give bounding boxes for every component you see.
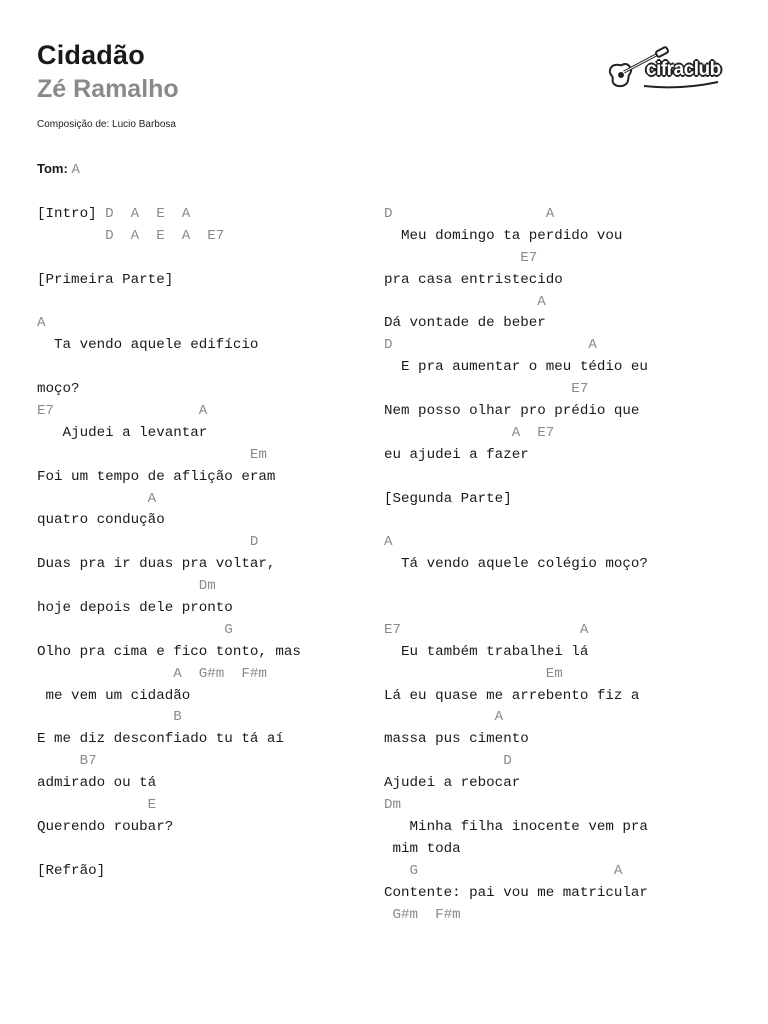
chord-line[interactable]: Em xyxy=(384,665,563,682)
blank-line xyxy=(384,576,724,598)
blank-line xyxy=(37,248,367,270)
chord-line[interactable]: G xyxy=(37,621,233,638)
lyric-line: [Primeira Parte] xyxy=(37,271,174,288)
logo-wordmark: cifraclub xyxy=(646,59,721,80)
artist-name: Zé Ramalho xyxy=(37,75,179,103)
chord-line[interactable]: D A E A xyxy=(105,206,191,222)
lyric-line: hoje depois dele pronto xyxy=(37,600,233,617)
lyric-line: eu ajudei a fazer xyxy=(384,446,529,463)
lyric-line: Contente: pai vou me matricular xyxy=(384,884,648,901)
lyric-line: Ta vendo aquele edifício xyxy=(37,337,259,354)
chord-line[interactable]: D A E A E7 xyxy=(37,227,225,244)
lyric-line: Ajudei a rebocar xyxy=(384,775,521,792)
lyric-line: Minha filha inocente vem pra xyxy=(384,818,648,835)
chord-line[interactable]: A E7 xyxy=(384,424,555,441)
chord-line[interactable]: A xyxy=(384,534,393,551)
composer-credit: Composição de: Lucio Barbosa xyxy=(37,119,176,130)
lyric-line: Dá vontade de beber xyxy=(384,315,546,332)
chord-line[interactable]: G#m F#m xyxy=(384,906,461,923)
lyric-line: quatro condução xyxy=(37,512,165,529)
lyric-line: E pra aumentar o meu tédio eu xyxy=(384,359,648,376)
blank-line xyxy=(37,292,367,314)
chord-line[interactable]: E7 A xyxy=(384,621,589,638)
lyric-line: mim toda xyxy=(384,840,461,857)
tom-label xyxy=(37,161,80,178)
lyric-line: Tá vendo aquele colégio moço? xyxy=(384,556,648,573)
tom-label-text: Tom: xyxy=(37,161,68,176)
blank-line xyxy=(384,510,724,532)
song-column-right xyxy=(384,204,724,926)
lyric-line: Lá eu quase me arrebento fiz a xyxy=(384,687,640,704)
chord-line[interactable]: D A xyxy=(384,206,555,222)
blank-line xyxy=(37,839,367,861)
chord-line[interactable]: A xyxy=(384,293,546,310)
chord-line[interactable]: B7 xyxy=(37,753,97,770)
chord-line[interactable]: A G#m F#m xyxy=(37,665,267,682)
chord-line[interactable]: Dm xyxy=(384,797,402,814)
lyric-line: Querendo roubar? xyxy=(37,818,174,835)
lyric-line: Ajudei a levantar xyxy=(37,424,208,441)
lyric-line: admirado ou tá xyxy=(37,775,157,792)
tom-key[interactable]: A xyxy=(71,162,80,178)
cifraclub-logo[interactable] xyxy=(606,46,722,94)
lyric-line: Nem posso olhar pro prédio que xyxy=(384,403,640,420)
chord-line[interactable]: B xyxy=(37,709,182,726)
chord-line[interactable]: E7 xyxy=(384,249,538,266)
blank-line xyxy=(384,467,724,489)
song-column-left xyxy=(37,204,367,883)
intro-line xyxy=(37,204,367,226)
chord-line[interactable]: Dm xyxy=(37,578,216,595)
lyric-line: [Segunda Parte] xyxy=(384,490,512,507)
lyric-line: me vem um cidadão xyxy=(37,687,191,704)
lyric-line: Olho pra cima e fico tonto, mas xyxy=(37,643,301,660)
chord-line[interactable]: E xyxy=(37,797,157,814)
section-label: [Intro] xyxy=(37,206,106,222)
blank-line xyxy=(384,598,724,620)
lyric-line: massa pus cimento xyxy=(384,731,529,748)
chord-line[interactable]: Em xyxy=(37,446,267,463)
lyric-line: pra casa entristecido xyxy=(384,271,563,288)
chord-line[interactable]: E7 A xyxy=(37,403,208,420)
lyric-line: moço? xyxy=(37,381,80,398)
chord-line[interactable]: E7 xyxy=(384,381,589,398)
lyric-line: E me diz desconfiado tu tá aí xyxy=(37,731,284,748)
chord-line[interactable]: A xyxy=(384,709,504,726)
lyric-line: Meu domingo ta perdido vou xyxy=(384,227,623,244)
lyric-line: Eu também trabalhei lá xyxy=(384,643,589,660)
chord-line[interactable]: A xyxy=(37,490,157,507)
song-title: Cidadão xyxy=(37,40,145,70)
blank-line xyxy=(37,357,367,379)
lyric-line: Foi um tempo de aflição eram xyxy=(37,468,276,485)
chord-line[interactable]: D A xyxy=(384,337,597,354)
lyric-line: [Refrão] xyxy=(37,862,106,879)
chord-line[interactable]: D xyxy=(384,753,512,770)
lyric-line: Duas pra ir duas pra voltar, xyxy=(37,556,276,573)
chord-line[interactable]: D xyxy=(37,534,259,551)
chord-line[interactable]: A xyxy=(37,315,46,332)
chord-line[interactable]: G A xyxy=(384,862,623,879)
